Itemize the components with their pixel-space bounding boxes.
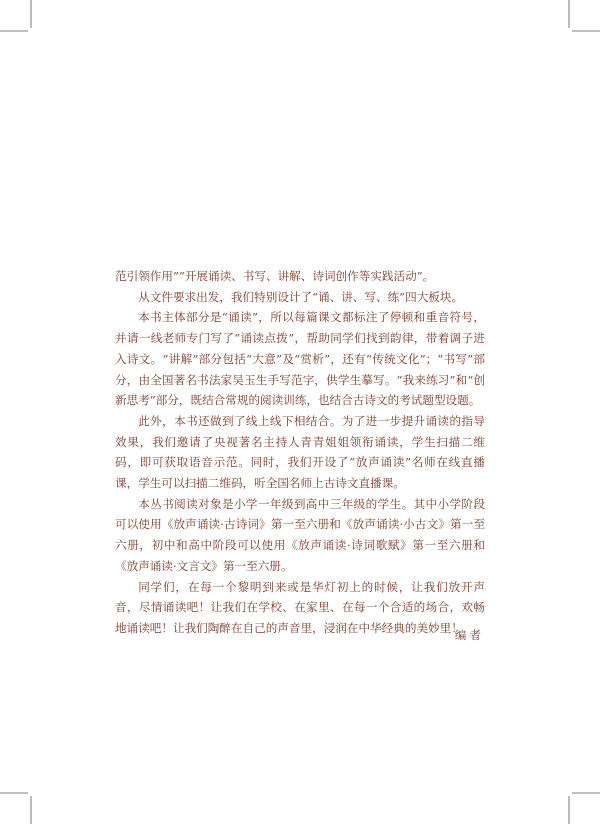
paragraph-main-content: 本书主体部分是“诵读”，所以每篇课文都标注了停顿和重音符号，并请一线老师专门写了“诵读点拨”，帮助同学们找到韵律，带着调子进入诗文。“讲解”部分包括“大意”及“赏析”，还有“传统文化”；“书写”部分，由全国著名书法家吴玉生手写范字，供学生摹写。“我来练习”和“创新思考”部分，既结合常规的阅读训练，也结合古诗文的考试题型设题。 [115, 310, 485, 408]
author-signature: 编者 [454, 628, 484, 642]
crop-mark-top-left [0, 0, 45, 45]
crop-mark-top-right [555, 0, 600, 45]
body-text [115, 266, 485, 639]
paragraph-four-sections: 从文件要求出发，我们特别设计了“诵、讲、写、练”四大板块。 [138, 289, 464, 304]
crop-mark-bottom-left [0, 779, 45, 824]
paragraph-online-offline: 此外，本书还做到了线上线下相结合。为了进一步提升诵读的指导效果，我们邀请了央视著名主持人青青姐姐领衔诵读，学生扫描二维码，即可获取语音示范。同时，我们开设了“放声诵读”名师在线直播课，学生可以扫描二维码，听全国名师上古诗文直播课。 [115, 413, 485, 491]
paragraph-closing: 同学们，在每一个黎明到来或是华灯初上的时候，让我们放开声音，尽情诵读吧！让我们在学校、在家里、在每一个合适的场合，欢畅地诵读吧！让我们陶醉在自己的声音里，浸润在中华经典的美妙里！ [115, 579, 485, 635]
paragraph-continued: 范引领作用”“开展诵读、书写、讲解、诗词创作等实践活动”。 [115, 269, 435, 283]
paragraph-audience: 本丛书阅读对象是小学一年级到高中三年级的学生。其中小学阶段可以使用《放声诵读·古诗词》第一至六册和《放声诵读·小古文》第一至六册，初中和高中阶段可以使用《放声诵读·诗词歌赋》第一至六册和《放声诵读·文言文》第一至六册。 [115, 496, 485, 573]
crop-mark-bottom-right [555, 779, 600, 824]
